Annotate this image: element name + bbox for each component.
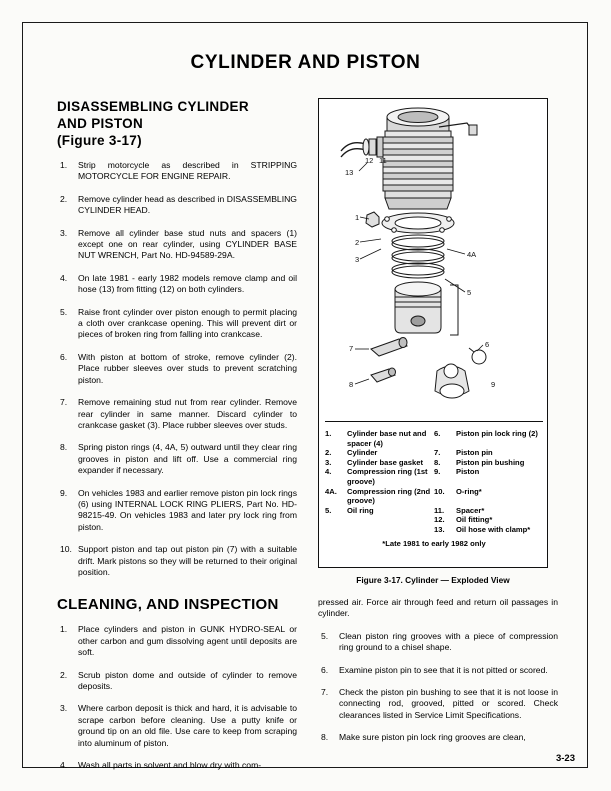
legend-label: Cylinder base nut and spacer (4) bbox=[347, 429, 427, 448]
legend-number: 9. bbox=[434, 467, 441, 477]
list-item bbox=[57, 624, 297, 658]
legend-number: 4. bbox=[325, 467, 332, 477]
step-number: 2. bbox=[60, 669, 68, 680]
legend-number: 8. bbox=[434, 457, 441, 467]
bottom-right-column bbox=[318, 597, 558, 744]
list-item bbox=[57, 160, 297, 183]
step-text: Wash all parts in solvent and blow dry with com- bbox=[78, 760, 262, 771]
step-text: Remove all cylinder base stud nuts and spacers (1) except one on rear cylinder, using CYLINDER BASE NUT WRENCH, Part No. HD-94589-29A. bbox=[78, 227, 297, 261]
section-heading bbox=[57, 98, 297, 149]
cylinder-exploded-diagram bbox=[319, 99, 547, 424]
legend-label: Cylinder bbox=[347, 448, 378, 458]
step-text: On late 1981 - early 1982 models remove clamp and oil hose (13) from fitting (12) on both cylinders. bbox=[78, 272, 297, 295]
legend-number: 2. bbox=[325, 448, 332, 458]
legend-label: Piston pin lock ring (2) bbox=[456, 429, 538, 438]
list-item bbox=[57, 273, 297, 296]
cleaning-step-list bbox=[57, 624, 297, 771]
list-item bbox=[57, 760, 297, 771]
step-number: 6. bbox=[60, 351, 68, 362]
legend-entry bbox=[434, 458, 543, 468]
list-item bbox=[57, 703, 297, 749]
list-item bbox=[57, 397, 297, 431]
legend-label: Spacer* bbox=[456, 505, 485, 515]
page-title: CYLINDER AND PISTON bbox=[190, 52, 421, 73]
legend-label: Oil ring bbox=[347, 505, 374, 515]
legend-label: Compression ring (2nd groove) bbox=[347, 486, 431, 506]
disassembly-step-list bbox=[57, 160, 297, 578]
step-number: 7. bbox=[60, 397, 68, 408]
legend-number: 1. bbox=[325, 429, 332, 438]
legend-label: Oil hose with clamp* bbox=[456, 524, 531, 534]
step-text: Support piston and tap out piston pin (7) with a suitable drift. Mark pistons so they will be returned to their original position. bbox=[78, 544, 297, 577]
right-column bbox=[318, 98, 548, 585]
legend-entry bbox=[434, 467, 543, 486]
legend-divider bbox=[325, 421, 543, 422]
continuation-paragraph: pressed air. Force air through feed and return oil passages in cylinder. bbox=[318, 597, 558, 619]
legend-label: Cylinder base gasket bbox=[347, 457, 423, 467]
exploded-view-figure bbox=[318, 98, 548, 568]
legend-entry bbox=[325, 506, 434, 516]
list-item bbox=[318, 732, 558, 743]
legend-row bbox=[325, 487, 543, 506]
callout-9: 9 bbox=[491, 380, 496, 389]
legend-row bbox=[325, 525, 543, 535]
step-number: 3. bbox=[60, 703, 68, 714]
cleaning-step-list-continued bbox=[318, 631, 558, 744]
step-number: 10. bbox=[60, 544, 72, 555]
list-item bbox=[57, 488, 297, 534]
callout-7: 7 bbox=[349, 344, 354, 353]
legend-number: 10. bbox=[434, 486, 445, 496]
step-number: 4. bbox=[60, 272, 68, 283]
step-text: Spring piston rings (4, 4A, 5) outward until they clear ring grooves in piston and lift off. Use a commercial ring expander if necessary. bbox=[78, 442, 297, 476]
list-item bbox=[318, 631, 558, 654]
step-text: Check the piston pin bushing to see that it is not loose in connecting rod, grooved, pitted or scored. Check clearances listed in Service Limit Specifications. bbox=[339, 687, 558, 720]
step-text: Make sure piston pin lock ring grooves are clean, bbox=[339, 732, 526, 743]
figure-caption: Figure 3-17. Cylinder — Exploded View bbox=[356, 575, 510, 585]
legend-entry bbox=[325, 487, 434, 506]
step-number: 6. bbox=[321, 664, 329, 675]
list-item bbox=[57, 194, 297, 217]
step-number: 5. bbox=[321, 630, 329, 641]
legend-label: Piston pin bushing bbox=[456, 457, 525, 467]
legend-label: Compression ring (1st groove) bbox=[347, 467, 428, 486]
legend-number: 12. bbox=[434, 515, 445, 525]
callout-4A: 4A bbox=[467, 250, 477, 259]
step-text: Clean piston ring grooves with a piece of compression ring ground to a chisel shape. bbox=[339, 630, 558, 653]
step-number: 2. bbox=[60, 193, 68, 204]
list-item bbox=[57, 228, 297, 262]
step-number: 3. bbox=[60, 227, 68, 238]
list-item bbox=[57, 352, 297, 386]
figure-legend bbox=[325, 429, 543, 548]
callout-12: 12 bbox=[365, 156, 374, 165]
legend-label: Oil fitting* bbox=[456, 515, 493, 525]
callout-13: 13 bbox=[345, 168, 354, 177]
step-number: 7. bbox=[321, 687, 329, 698]
step-text: Examine piston pin to see that it is not pitted or scored. bbox=[339, 664, 548, 675]
step-text: Place cylinders and piston in GUNK HYDRO-SEAL or other carbon and gum dissolving agent until deposits are soft. bbox=[78, 624, 297, 658]
legend-row bbox=[325, 448, 543, 458]
left-column bbox=[57, 98, 297, 771]
legend-entry bbox=[325, 467, 434, 486]
legend-entry bbox=[325, 429, 434, 448]
callout-5: 5 bbox=[467, 288, 472, 297]
legend-row bbox=[325, 467, 543, 486]
list-item bbox=[57, 442, 297, 476]
step-text: Remove cylinder head as described in DISASSEMBLING CYLINDER HEAD. bbox=[78, 193, 297, 216]
callout-3: 3 bbox=[355, 255, 360, 264]
list-item bbox=[318, 687, 558, 721]
legend-label: Piston bbox=[456, 467, 480, 477]
step-text: On vehicles 1983 and earlier remove piston pin lock rings (6) using INTERNAL LOCK RING PLIERS, Part No. HD-98215-49. On vehicles 1983 and later pry lock ring from piston. bbox=[78, 487, 297, 532]
legend-number: 5. bbox=[325, 505, 332, 515]
list-item bbox=[57, 670, 297, 693]
section-heading-line2: AND PISTON bbox=[57, 116, 144, 131]
legend-entry bbox=[325, 515, 434, 525]
legend-entry bbox=[434, 506, 543, 516]
legend-entry bbox=[325, 525, 434, 535]
legend-entry bbox=[434, 487, 543, 506]
legend-number: 7. bbox=[434, 448, 441, 458]
step-number: 8. bbox=[321, 732, 329, 743]
legend-row bbox=[325, 429, 543, 448]
legend-number: 3. bbox=[325, 457, 332, 467]
legend-row bbox=[325, 506, 543, 516]
step-number: 1. bbox=[60, 624, 68, 635]
legend-number: 6. bbox=[434, 429, 441, 438]
legend-row bbox=[325, 515, 543, 525]
step-text: Raise front cylinder over piston enough to permit placing a cloth over crankcase opening. This will prevent dirt or pieces of broken ring from falling into crankcase. bbox=[78, 306, 297, 340]
step-number: 4. bbox=[60, 760, 68, 771]
callout-1: 1 bbox=[355, 213, 360, 222]
legend-number: 13. bbox=[434, 524, 445, 534]
step-text: With piston at bottom of stroke, remove cylinder (2). Place rubber sleeves over studs to prevent scratching piston. bbox=[78, 351, 297, 385]
step-text: Strip motorcycle as described in STRIPPING MOTORCYCLE FOR ENGINE REPAIR. bbox=[78, 160, 297, 182]
callout-8: 8 bbox=[349, 380, 354, 389]
page-number: 3-23 bbox=[555, 753, 575, 764]
legend-row bbox=[325, 458, 543, 468]
legend-entry bbox=[325, 448, 434, 458]
legend-entry bbox=[434, 429, 543, 448]
step-number: 5. bbox=[60, 306, 68, 317]
step-number: 1. bbox=[60, 160, 68, 170]
step-text: Remove remaining stud nut from rear cylinder. Remove rear cylinder in same manner. Discard cylinder to crankcase gasket (3). Place rubber sleeves over studs. bbox=[78, 397, 297, 430]
step-text: Where carbon deposit is thick and hard, it is advisable to scrape carbon before cleaning. Use a putty knife or ground tip on an old file. Use care to keep from scraping into aluminum of piston. bbox=[78, 703, 297, 748]
list-item bbox=[57, 307, 297, 341]
list-item bbox=[318, 665, 558, 676]
legend-number: 4A. bbox=[325, 486, 337, 496]
list-item bbox=[57, 544, 297, 578]
legend-entry bbox=[434, 448, 543, 458]
legend-entry bbox=[434, 525, 543, 535]
cleaning-inspection-heading: CLEANING, AND INSPECTION bbox=[57, 596, 279, 614]
step-text: Scrub piston dome and outside of cylinder to remove deposits. bbox=[78, 669, 297, 691]
callout-6: 6 bbox=[485, 340, 490, 349]
section-heading-line3: (Figure 3-17) bbox=[57, 133, 142, 148]
step-number: 9. bbox=[60, 487, 68, 498]
callout-11: 11 bbox=[379, 156, 387, 165]
step-number: 8. bbox=[60, 442, 68, 453]
legend-label: O-ring* bbox=[456, 486, 482, 496]
legend-footnote: *Late 1981 to early 1982 only bbox=[382, 538, 486, 548]
legend-entry bbox=[325, 458, 434, 468]
callout-2: 2 bbox=[355, 238, 360, 247]
legend-entry bbox=[434, 515, 543, 525]
legend-number: 11. bbox=[434, 505, 445, 515]
legend-label: Piston pin bbox=[456, 448, 493, 458]
section-heading-line1: DISASSEMBLING CYLINDER bbox=[57, 99, 249, 114]
